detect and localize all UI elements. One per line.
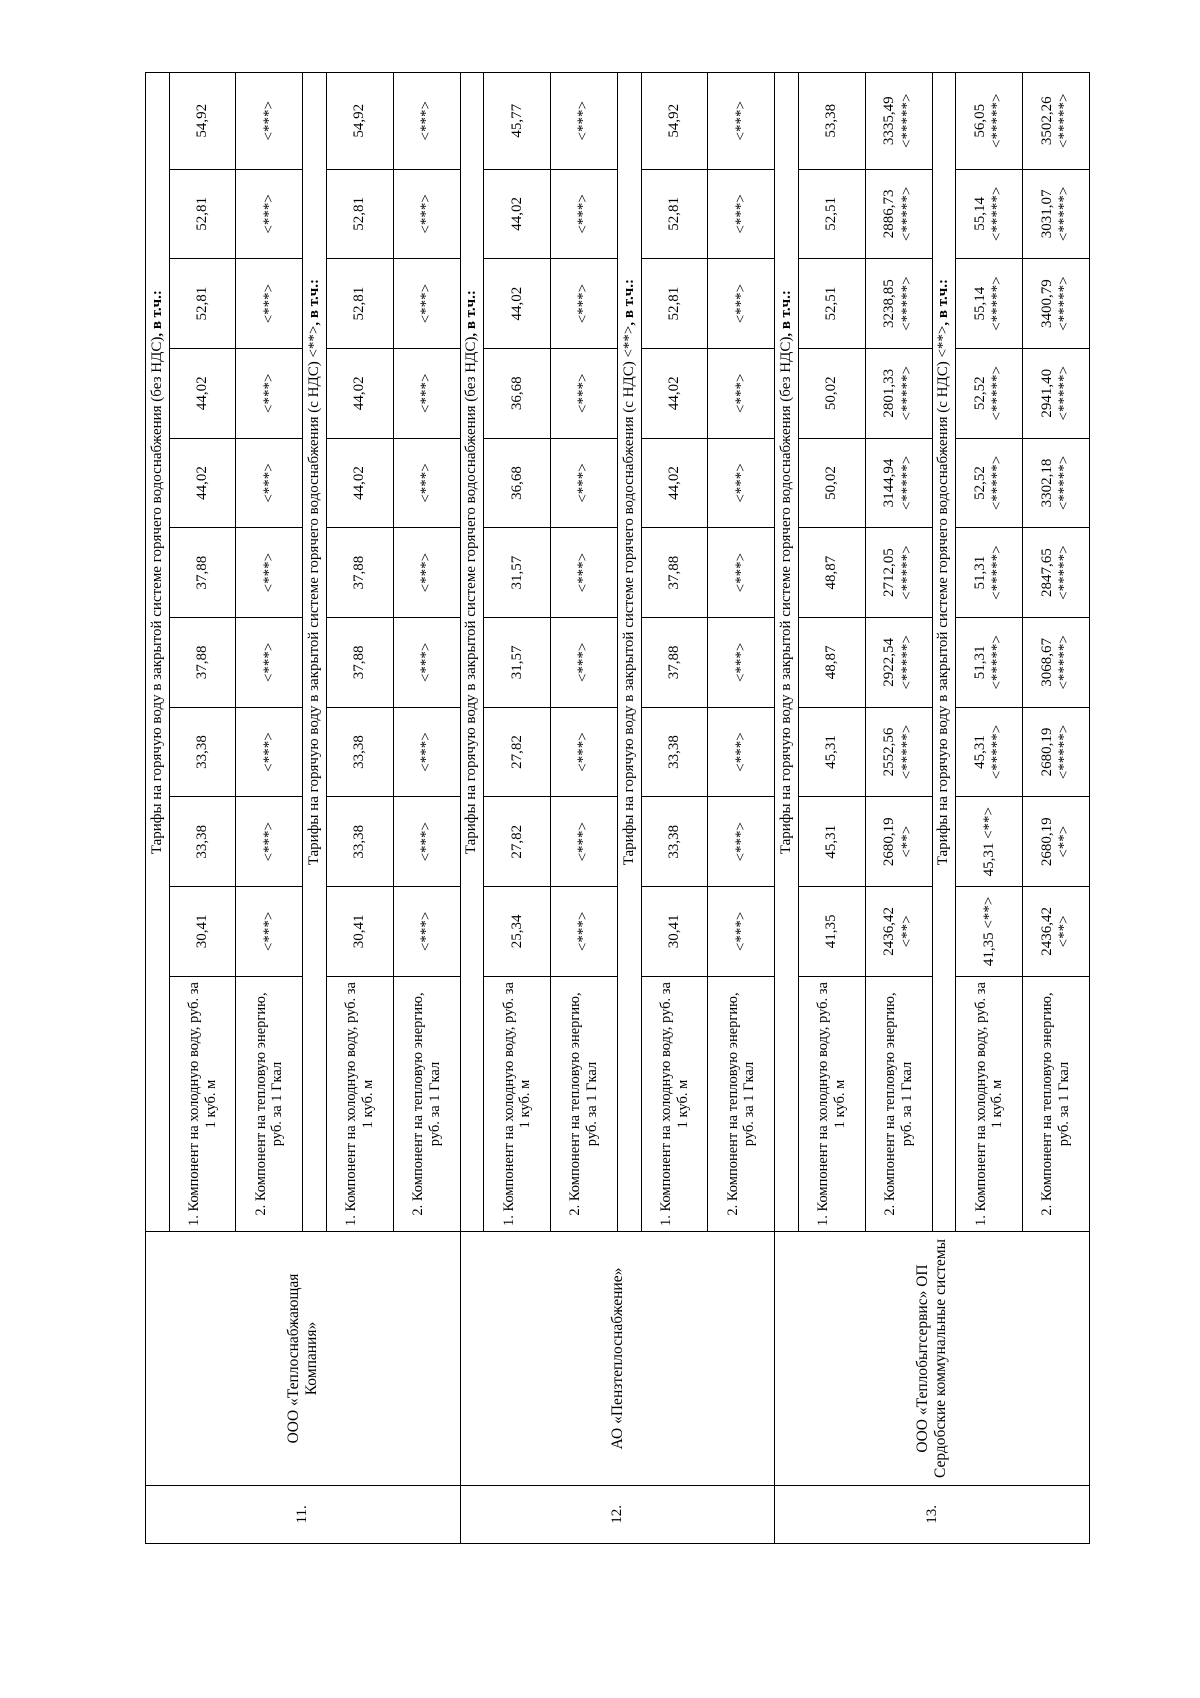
tariff-value: 45,31 <*****> [956,707,1023,797]
tariff-value: <***> [236,707,303,797]
tariff-value: 48,87 [798,528,865,618]
tariff-value: 37,88 [326,528,393,618]
section-header-text: Тарифы на горячую воду в закрытой системе горячего водоснабжения (без НДС) [463,336,480,855]
tariff-value: 52,81 [326,169,393,259]
tariff-value: 48,87 [798,617,865,707]
section-header-suffix: , в т.ч.: [777,290,794,337]
section-header-suffix: , в т.ч.: [620,279,637,326]
tariff-value: <***> [236,797,303,887]
tariff-value: 52,81 [326,259,393,349]
tariff-value: <***> [708,348,775,438]
tariff-value: 45,31 [798,707,865,797]
tariff-value: 54,92 [326,73,393,170]
section-header-row [146,73,170,1544]
tariff-value: <***> [708,887,775,977]
tariff-value: <***> [236,528,303,618]
component-label: 1. Компонент на холодную воду, руб. за 1 куб. м [326,976,393,1232]
tariff-value: 31,57 [484,528,551,618]
tariff-value: <***> [393,528,460,618]
tariff-value: 56,05 <*****> [956,73,1023,170]
tariff-value: 37,88 [641,528,708,618]
tariff-value: <***> [236,73,303,170]
tariff-value: 52,81 [169,169,236,259]
tariff-value: 45,31 <**> [956,797,1023,887]
organization-name: ООО «Теплоснабжающая Компания» [146,1232,461,1485]
tariff-value: 44,02 [484,259,551,349]
tariff-value: 3031,07 <*****> [1023,169,1090,259]
section-header-text: Тарифы на горячую воду в закрытой системе горячего водоснабжения (без НДС) [777,336,794,855]
tariff-value: 44,02 [641,348,708,438]
tariff-value: 33,38 [641,797,708,887]
tariff-value: 30,41 [326,887,393,977]
tariff-value: 2436,42 <**> [865,887,932,977]
organization-name: ООО «Теплобытсервис» ОП Сердобские коммунальные системы [775,1232,1090,1485]
tariff-value: <***> [236,348,303,438]
tariff-value: 3502,26 <*****> [1023,73,1090,170]
component-label: 2. Компонент на тепловую энергию, руб. за 1 Гкал [708,976,775,1232]
tariff-value: <***> [708,617,775,707]
tariff-value: 2941,40 <*****> [1023,348,1090,438]
tariff-value: <***> [393,797,460,887]
tariff-value: 2680,19 <*****> [1023,707,1090,797]
section-header-text: Тарифы на горячую воду в закрытой системе горячего водоснабжения (с НДС) <**> [620,325,637,866]
tariff-value: 37,88 [169,528,236,618]
tariff-table-body [146,73,1090,1544]
section-header-row [775,73,799,1544]
section-header [303,73,327,1232]
component-label: 1. Компонент на холодную воду, руб. за 1 куб. м [956,976,1023,1232]
component-label: 1. Компонент на холодную воду, руб. за 1 куб. м [798,976,865,1232]
section-header-row [460,73,484,1544]
tariff-value: <***> [551,169,618,259]
component-label: 1. Компонент на холодную воду, руб. за 1 куб. м [641,976,708,1232]
tariff-value: 2712,05 <*****> [865,528,932,618]
tariff-value: 44,02 [169,348,236,438]
tariff-value: 52,81 [641,259,708,349]
component-label: 2. Компонент на тепловую энергию, руб. за 1 Гкал [236,976,303,1232]
tariff-value: <***> [708,797,775,887]
tariff-value: <***> [708,169,775,259]
tariff-table [145,72,1090,1544]
tariff-value: 52,51 [798,169,865,259]
tariff-value: <***> [551,707,618,797]
tariff-value: 37,88 [326,617,393,707]
tariff-value: 2680,19 <**> [865,797,932,887]
organization-name: АО «Пензтеплоснабжение» [460,1232,775,1485]
section-header [146,73,170,1232]
tariff-value: 2680,19 <**> [1023,797,1090,887]
tariff-value: 3302,18 <*****> [1023,438,1090,528]
section-header-suffix: , в т.ч.: [148,290,165,337]
tariff-value: 44,02 [326,438,393,528]
tariff-value: 55,14 <*****> [956,259,1023,349]
row-number: 13. [775,1485,1090,1543]
tariff-value: 30,41 [169,887,236,977]
tariff-value: 33,38 [326,707,393,797]
row-number: 11. [146,1485,461,1543]
tariff-value: <***> [236,617,303,707]
tariff-value: <***> [393,617,460,707]
tariff-value: <***> [708,438,775,528]
tariff-value: <***> [551,528,618,618]
tariff-value: <***> [708,259,775,349]
tariff-value: 3400,79 <*****> [1023,259,1090,349]
tariff-value: 27,82 [484,707,551,797]
tariff-value: <***> [236,887,303,977]
tariff-value: <***> [393,73,460,170]
section-header [932,73,956,1232]
tariff-value: 27,82 [484,797,551,887]
tariff-value: 45,31 [798,797,865,887]
tariff-value: <***> [393,348,460,438]
section-header-text: Тарифы на горячую воду в закрытой системе горячего водоснабжения (с НДС) <**> [935,325,952,866]
tariff-value: 30,41 [641,887,708,977]
section-header [775,73,799,1232]
tariff-value: <***> [708,707,775,797]
component-label: 2. Компонент на тепловую энергию, руб. за 1 Гкал [393,976,460,1232]
tariff-value: <***> [393,707,460,797]
section-header-text: Тарифы на горячую воду в закрытой системе горячего водоснабжения (с НДС) <**> [306,325,322,866]
tariff-value: <***> [551,617,618,707]
rotated-table-wrapper [145,72,1090,1544]
tariff-value: 33,38 [169,797,236,887]
tariff-value: <***> [551,259,618,349]
tariff-value: 2847,65 <*****> [1023,528,1090,618]
tariff-value: 44,02 [326,348,393,438]
tariff-value: 51,31 <*****> [956,528,1023,618]
row-number: 12. [460,1485,775,1543]
tariff-value: <***> [393,887,460,977]
tariff-value: <***> [551,438,618,528]
component-label: 2. Компонент на тепловую энергию, руб. за 1 Гкал [1023,976,1090,1232]
section-header-suffix: , в т.ч.: [463,290,480,337]
component-label: 2. Компонент на тепловую энергию, руб. за 1 Гкал [551,976,618,1232]
tariff-value: 51,31 <*****> [956,617,1023,707]
tariff-value: 33,38 [326,797,393,887]
component-label: 2. Компонент на тепловую энергию, руб. за 1 Гкал [865,976,932,1232]
tariff-value: 33,38 [169,707,236,797]
tariff-value: 2552,56 <*****> [865,707,932,797]
tariff-value: 44,02 [169,438,236,528]
tariff-value: <***> [393,259,460,349]
tariff-value: 36,68 [484,348,551,438]
tariff-value: <***> [236,169,303,259]
tariff-value: 52,51 [798,259,865,349]
tariff-value: 33,38 [641,707,708,797]
tariff-value: 25,34 [484,887,551,977]
tariff-value: 31,57 [484,617,551,707]
section-header-text: Тарифы на горячую воду в закрытой системе горячего водоснабжения (без НДС) [148,336,165,855]
tariff-value: <***> [551,73,618,170]
tariff-value: 50,02 [798,348,865,438]
tariff-value: 3238,85 <*****> [865,259,932,349]
tariff-value: <***> [551,887,618,977]
tariff-value: 55,14 <*****> [956,169,1023,259]
tariff-value: 2436,42 <**> [1023,887,1090,977]
tariff-value: 54,92 [169,73,236,170]
tariff-value: <***> [708,528,775,618]
tariff-value: 52,81 [641,169,708,259]
tariff-value: 36,68 [484,438,551,528]
tariff-value: 3068,67 <*****> [1023,617,1090,707]
tariff-value: 2801,33 <*****> [865,348,932,438]
tariff-value: <***> [551,797,618,887]
tariff-value: 3335,49 <*****> [865,73,932,170]
tariff-value: 37,88 [641,617,708,707]
tariff-value: 44,02 [484,169,551,259]
tariff-value: 50,02 [798,438,865,528]
tariff-value: 52,52 <*****> [956,348,1023,438]
tariff-value: 37,88 [169,617,236,707]
tariff-value: 41,35 <**> [956,887,1023,977]
tariff-value: 41,35 [798,887,865,977]
tariff-value: 52,81 [169,259,236,349]
tariff-value: 52,52 <*****> [956,438,1023,528]
tariff-value: <***> [551,348,618,438]
tariff-value: 44,02 [641,438,708,528]
component-label: 1. Компонент на холодную воду, руб. за 1 куб. м [484,976,551,1232]
tariff-value: <***> [708,73,775,170]
tariff-value: <***> [393,438,460,528]
tariff-value: <***> [236,259,303,349]
section-header [617,73,641,1232]
tariff-value: 2922,54 <*****> [865,617,932,707]
section-header-suffix: , в т.ч.: [306,279,322,326]
section-header [460,73,484,1232]
component-label: 1. Компонент на холодную воду, руб. за 1 куб. м [169,976,236,1232]
section-header-suffix: , в т.ч.: [935,279,952,326]
tariff-value: 53,38 [798,73,865,170]
tariff-value: 3144,94 <*****> [865,438,932,528]
tariff-value: 2886,73 <*****> [865,169,932,259]
tariff-value: <***> [393,169,460,259]
tariff-value: 45,77 [484,73,551,170]
tariff-value: <***> [236,438,303,528]
tariff-value: 54,92 [641,73,708,170]
